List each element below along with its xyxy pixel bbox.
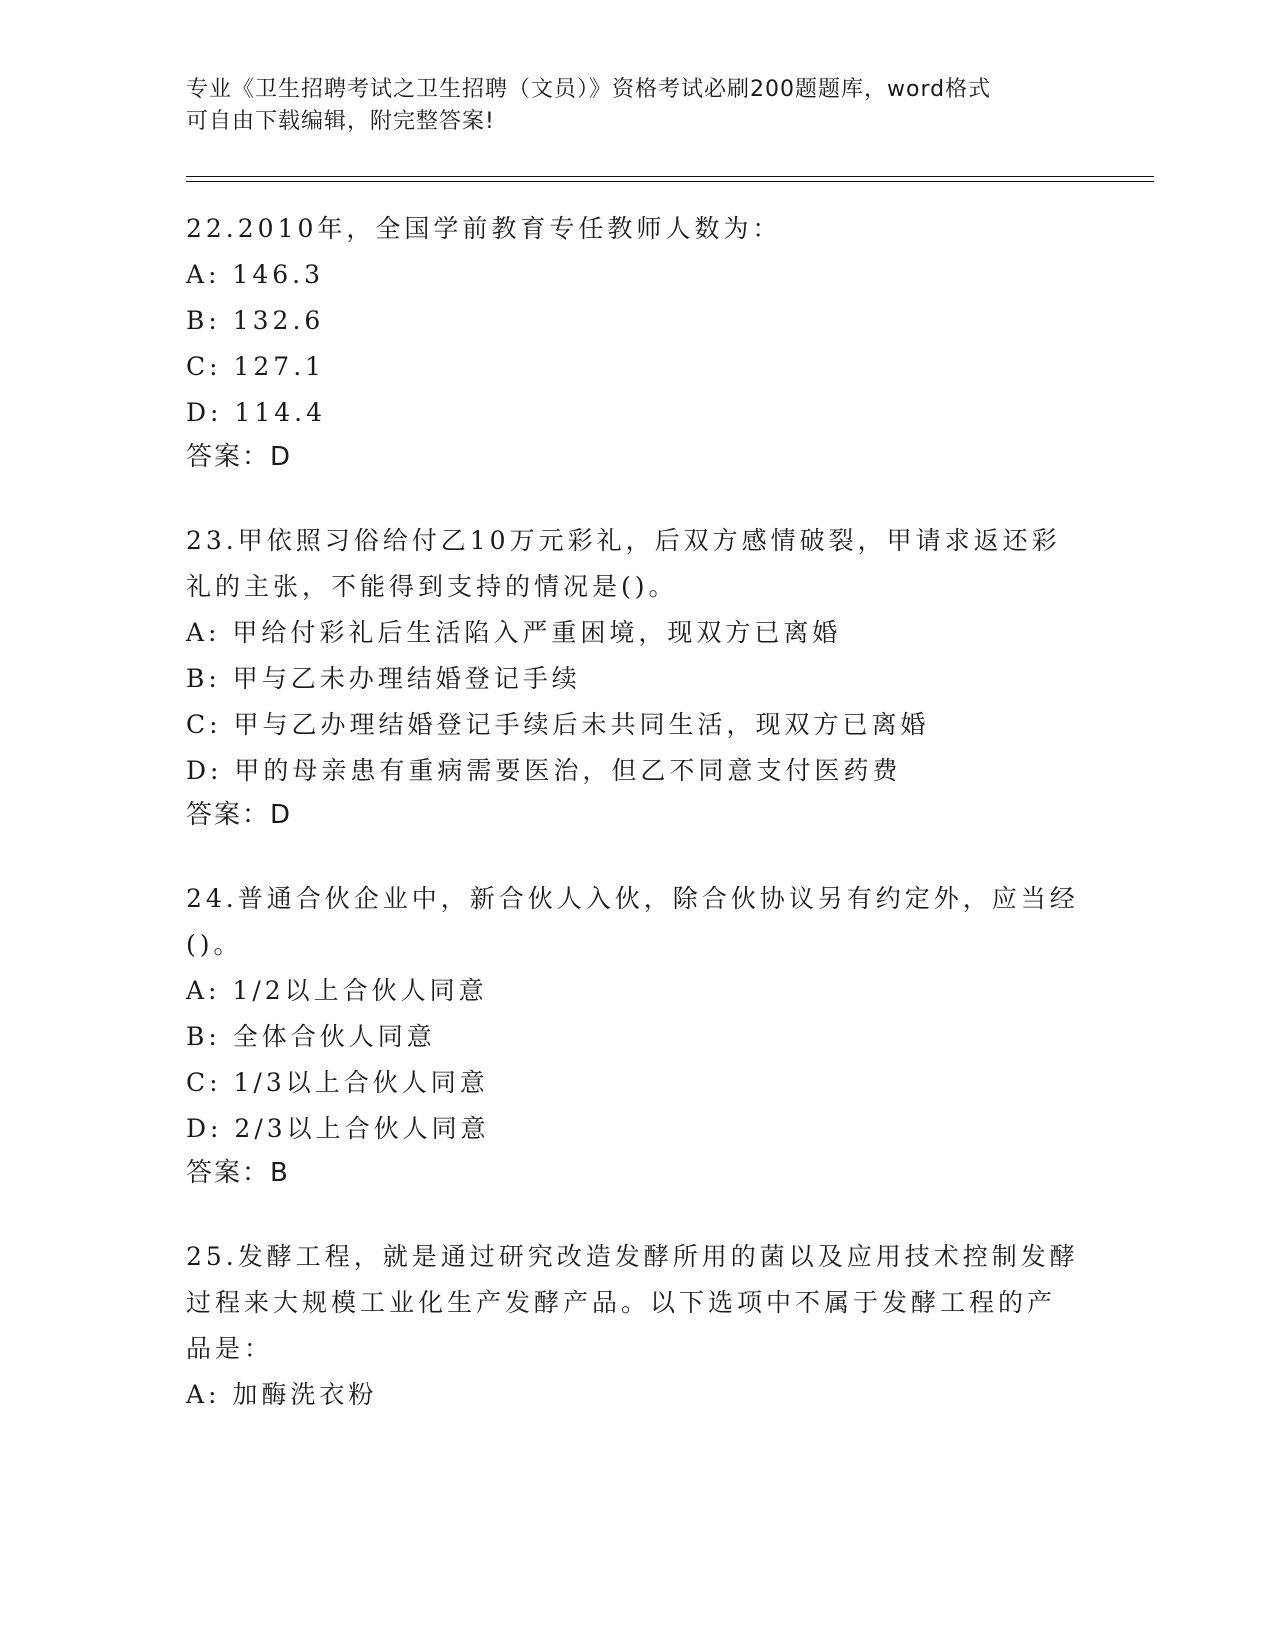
question-stem-line: 24.普通合伙企业中，新合伙人入伙，除合伙协议另有约定外，应当经 xyxy=(186,884,1079,913)
question-stem-line: 品是： xyxy=(186,1334,274,1363)
question-option: A: 146.3 xyxy=(186,260,324,289)
question-stem-line: ()。 xyxy=(186,930,243,959)
question-option: A: 1/2以上合伙人同意 xyxy=(186,976,488,1005)
question-option: D: 甲的母亲患有重病需要医治，但乙不同意支付医药费 xyxy=(186,756,902,785)
question-list xyxy=(186,206,1086,1458)
question-stem-line: 过程来大规模工业化生产发酵产品。以下选项中不属于发酵工程的产 xyxy=(186,1288,1057,1317)
question-block xyxy=(186,1234,1086,1418)
question-option: B: 甲与乙未办理结婚登记手续 xyxy=(186,664,581,693)
header-divider-bottom xyxy=(186,181,1154,182)
question-block xyxy=(186,206,1086,478)
answer-line: 答案：D xyxy=(186,442,293,472)
answer-line: 答案：D xyxy=(186,800,293,830)
question-option: C: 甲与乙办理结婚登记手续后未共同生活，现双方已离婚 xyxy=(186,710,930,739)
header-line-2: 可自由下载编辑，附完整答案! xyxy=(186,109,495,134)
header-line-1: 专业《卫生招聘考试之卫生招聘（文员）》资格考试必刷200题题库，word格式 xyxy=(186,77,992,102)
question-stem-line: 23.甲依照习俗给付乙10万元彩礼，后双方感情破裂，甲请求返还彩 xyxy=(186,526,1061,555)
question-option: D: 2/3以上合伙人同意 xyxy=(186,1114,490,1143)
question-stem-line: 25.发酵工程，就是通过研究改造发酵所用的菌以及应用技术控制发酵 xyxy=(186,1242,1079,1271)
question-block xyxy=(186,518,1086,836)
question-option: A: 加酶洗衣粉 xyxy=(186,1380,378,1409)
question-option: D: 114.4 xyxy=(186,398,326,427)
question-option: A: 甲给付彩礼后生活陷入严重困境，现双方已离婚 xyxy=(186,618,842,647)
question-option: C: 1/3以上合伙人同意 xyxy=(186,1068,489,1097)
answer-line: 答案：B xyxy=(186,1158,290,1188)
question-option: B: 132.6 xyxy=(186,306,325,335)
question-option: B: 全体合伙人同意 xyxy=(186,1022,436,1051)
header-divider-top xyxy=(186,176,1154,177)
question-option: C: 127.1 xyxy=(186,352,326,381)
question-block xyxy=(186,876,1086,1194)
document-header xyxy=(186,74,1086,138)
question-stem-line: 22.2010年，全国学前教育专任教师人数为： xyxy=(186,214,782,243)
question-stem-line: 礼的主张，不能得到支持的情况是()。 xyxy=(186,572,678,601)
